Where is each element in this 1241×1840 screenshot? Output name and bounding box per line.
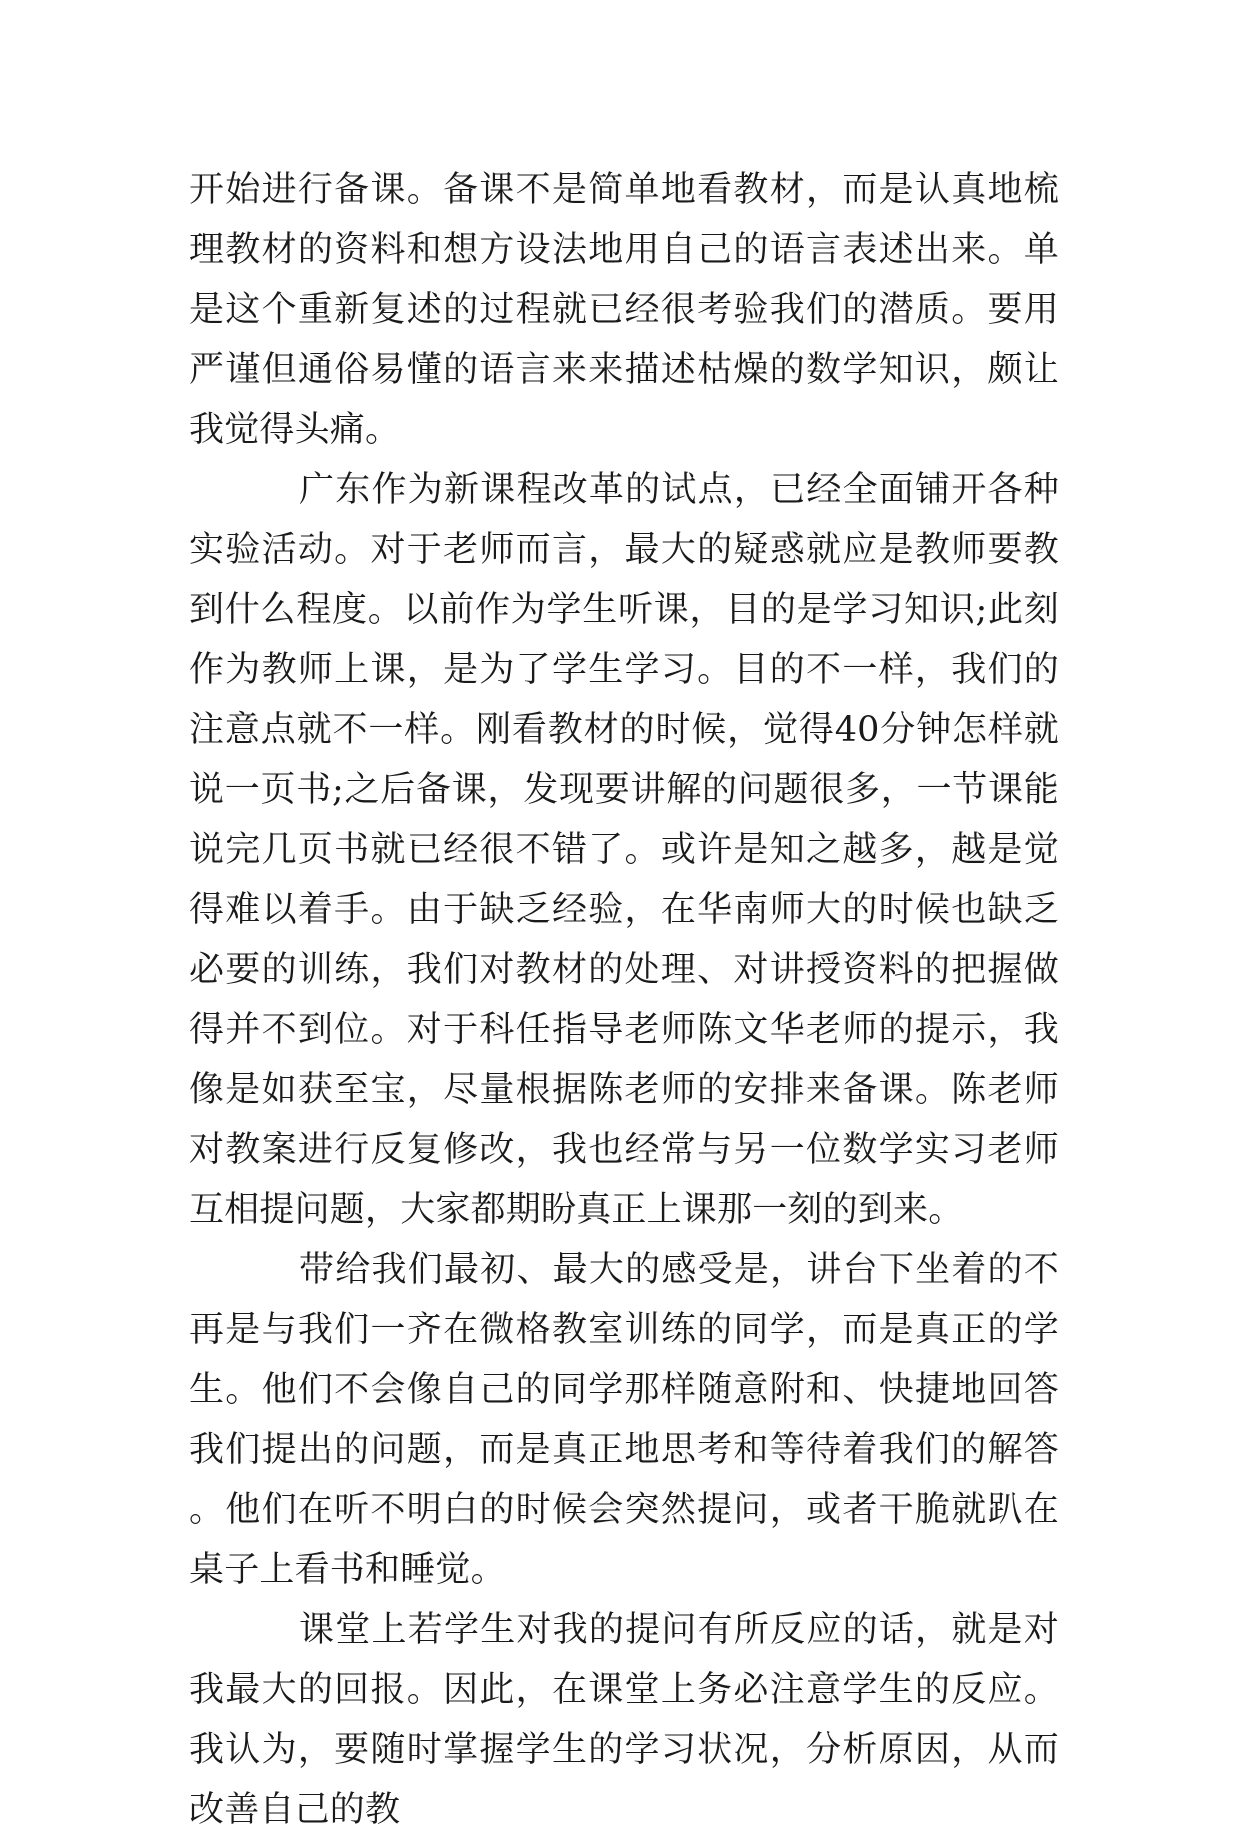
paragraph-continuation: 开始进行备课。备课不是简单地看教材，而是认真地梳理教材的资料和想方设法地用自己的语言表述出来。单是这个重新复述的过程就已经很考验我们的潜质。要用严谨但通俗易懂的语言来来描述枯燥的数学知识，颇让我觉得头痛。 bbox=[189, 170, 1059, 450]
paragraph-classroom-response: 课堂上若学生对我的提问有所反应的话，就是对我最大的回报。因此，在课堂上务必注意学生的反应。我认为，要随时掌握学生的学习状况，分析原因，从而改善自己的教 bbox=[189, 1610, 1059, 1830]
paragraph-first-impression: 带给我们最初、最大的感受是，讲台下坐着的不再是与我们一齐在微格教室训练的同学，而是真正的学生。他们不会像自己的同学那样随意附和、快捷地回答我们提出的问题，而是真正地思考和等待着我们的解答。他们在听不明白的时候会突然提问，或者干脆就趴在桌子上看书和睡觉。 bbox=[189, 1250, 1059, 1590]
paragraph-guangdong-reform: 广东作为新课程改革的试点，已经全面铺开各种实验活动。对于老师而言，最大的疑惑就应是教师要教到什么程度。以前作为学生听课，目的是学习知识;此刻作为教师上课，是为了学生学习。目的不一样，我们的注意点就不一样。刚看教材的时候，觉得40分钟怎样就说一页书;之后备课，发现要讲解的问题很多，一节课能说完几页书就已经很不错了。或许是知之越多，越是觉得难以着手。由于缺乏经验，在华南师大的时候也缺乏必要的训练，我们对教材的处理、对讲授资料的把握做得并不到位。对于科任指导老师陈文华老师的提示，我像是如获至宝，尽量根据陈老师的安排来备课。陈老师对教案进行反复修改，我也经常与另一位数学实习老师互相提问题，大家都期盼真正上课那一刻的到来。 bbox=[189, 470, 1059, 1230]
body-text bbox=[189, 160, 1059, 1840]
